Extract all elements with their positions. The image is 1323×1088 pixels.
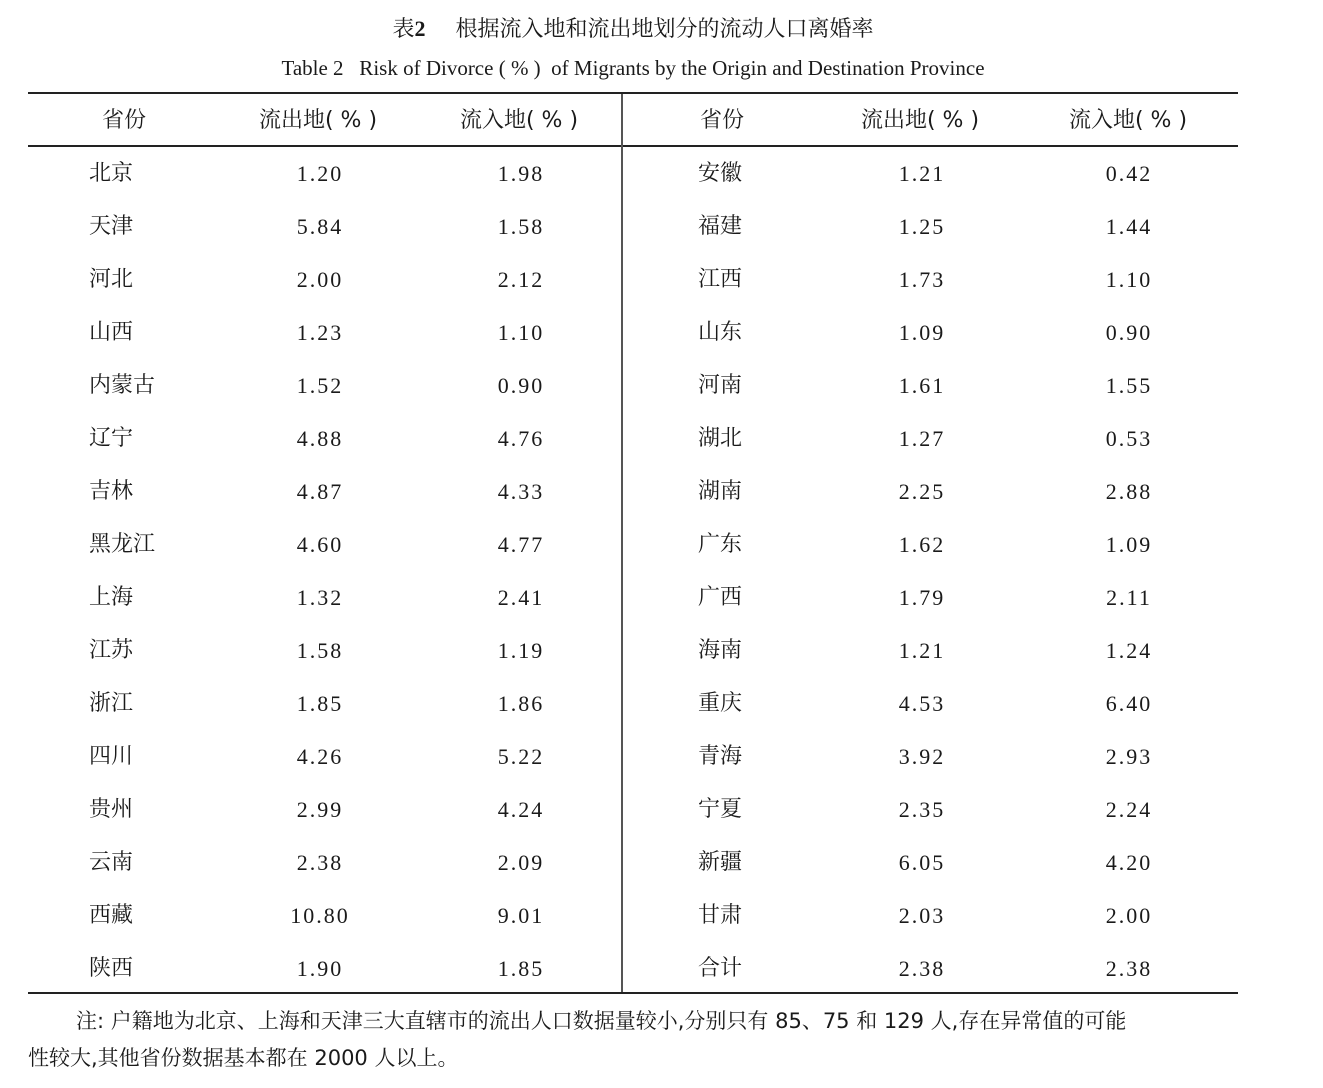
origin-cell: 1.25: [898, 214, 946, 239]
header-destination-left: 流入地( % ): [459, 108, 579, 133]
origin-cell: 1.73: [898, 267, 946, 292]
table-row: [0, 200, 1323, 253]
table-row: [0, 359, 1323, 412]
origin-cell: 2.00: [296, 267, 344, 292]
origin-cell: 1.62: [898, 532, 946, 557]
table-row: [0, 306, 1323, 359]
province-cell: 江西: [698, 267, 743, 292]
table-title-en: Table 2 Risk of Divorce ( % ) of Migrants by the Origin and Destination Province: [281, 56, 985, 80]
header-origin-right: 流出地( % ): [860, 108, 980, 133]
province-cell: 宁夏: [698, 797, 743, 822]
table-row: [0, 677, 1323, 730]
province-cell: 新疆: [698, 850, 743, 875]
origin-cell: 4.26: [296, 744, 344, 769]
province-cell: 陕西: [89, 956, 134, 981]
province-cell: 青海: [698, 744, 743, 769]
province-cell: 湖北: [698, 426, 743, 451]
province-cell: 辽宁: [89, 426, 134, 451]
note-line-2: 性较大,其他省份数据基本都在 2000 人以上。: [28, 1046, 459, 1070]
province-cell: 天津: [89, 214, 134, 239]
province-cell: 浙江: [89, 691, 134, 716]
origin-cell: 1.90: [296, 956, 344, 981]
destination-cell: 1.55: [1105, 373, 1153, 398]
province-cell: 江苏: [89, 638, 134, 663]
origin-cell: 2.38: [898, 956, 946, 981]
destination-cell: 1.58: [497, 214, 545, 239]
destination-cell: 2.24: [1105, 797, 1153, 822]
province-cell: 河南: [698, 373, 743, 398]
destination-cell: 1.09: [1105, 532, 1153, 557]
table-row: [0, 783, 1323, 836]
table-row: [0, 518, 1323, 571]
table-row: [0, 624, 1323, 677]
destination-cell: 4.76: [497, 426, 545, 451]
table-row: [0, 412, 1323, 465]
destination-cell: 5.22: [497, 744, 545, 769]
title-text: 根据流入地和流出地划分的流动人口离婚率: [455, 17, 874, 42]
origin-cell: 2.38: [296, 850, 344, 875]
province-cell: 内蒙古: [89, 373, 156, 398]
province-cell: 西藏: [89, 903, 134, 928]
origin-cell: 2.25: [898, 479, 946, 504]
origin-cell: 4.88: [296, 426, 344, 451]
destination-cell: 4.20: [1105, 850, 1153, 875]
province-cell: 吉林: [89, 479, 134, 504]
destination-cell: 1.85: [497, 956, 545, 981]
province-cell: 河北: [89, 267, 134, 292]
header-destination-right: 流入地( % ): [1068, 108, 1188, 133]
origin-cell: 1.32: [296, 585, 344, 610]
destination-cell: 4.33: [497, 479, 545, 504]
origin-cell: 2.35: [898, 797, 946, 822]
table-row: [0, 942, 1323, 995]
destination-cell: 1.24: [1105, 638, 1153, 663]
origin-cell: 1.52: [296, 373, 344, 398]
destination-cell: 0.90: [1105, 320, 1153, 345]
title-number: 2: [414, 16, 428, 41]
table-row: [0, 147, 1323, 200]
table-title-zh: [0, 14, 1266, 45]
table-row: [0, 465, 1323, 518]
table-row: [0, 571, 1323, 624]
origin-cell: 1.79: [898, 585, 946, 610]
province-cell: 福建: [698, 214, 743, 239]
origin-cell: 6.05: [898, 850, 946, 875]
province-cell: 上海: [89, 585, 134, 610]
origin-cell: 1.20: [296, 161, 344, 186]
destination-cell: 1.10: [1105, 267, 1153, 292]
table-row: [0, 730, 1323, 783]
destination-cell: 2.00: [1105, 903, 1153, 928]
origin-cell: 1.21: [898, 638, 946, 663]
origin-cell: 10.80: [290, 903, 350, 928]
title-prefix: 表: [392, 17, 415, 42]
destination-cell: 2.88: [1105, 479, 1153, 504]
province-cell: 云南: [89, 850, 134, 875]
table-row: [0, 836, 1323, 889]
header-province-left: 省份: [101, 108, 146, 133]
province-cell: 四川: [89, 744, 134, 769]
destination-cell: 1.44: [1105, 214, 1153, 239]
origin-cell: 3.92: [898, 744, 946, 769]
province-cell: 湖南: [698, 479, 743, 504]
province-cell: 甘肃: [698, 903, 743, 928]
province-cell: 广西: [698, 585, 743, 610]
top-rule: [28, 92, 1238, 94]
destination-cell: 2.09: [497, 850, 545, 875]
origin-cell: 1.61: [898, 373, 946, 398]
destination-cell: 0.90: [497, 373, 545, 398]
destination-cell: 2.41: [497, 585, 545, 610]
province-cell: 合计: [698, 956, 743, 981]
destination-cell: 1.86: [497, 691, 545, 716]
origin-cell: 1.27: [898, 426, 946, 451]
destination-cell: 4.24: [497, 797, 545, 822]
table-row: [0, 889, 1323, 942]
header-origin-left: 流出地( % ): [258, 108, 378, 133]
origin-cell: 1.23: [296, 320, 344, 345]
province-cell: 山西: [89, 320, 134, 345]
origin-cell: 1.85: [296, 691, 344, 716]
destination-cell: 0.53: [1105, 426, 1153, 451]
origin-cell: 1.09: [898, 320, 946, 345]
table-row: [0, 253, 1323, 306]
destination-cell: 2.93: [1105, 744, 1153, 769]
destination-cell: 1.19: [497, 638, 545, 663]
origin-cell: 4.53: [898, 691, 946, 716]
origin-cell: 2.03: [898, 903, 946, 928]
province-cell: 山东: [698, 320, 743, 345]
destination-cell: 4.77: [497, 532, 545, 557]
origin-cell: 1.58: [296, 638, 344, 663]
origin-cell: 4.87: [296, 479, 344, 504]
province-cell: 黑龙江: [89, 532, 156, 557]
destination-cell: 6.40: [1105, 691, 1153, 716]
province-cell: 重庆: [698, 691, 743, 716]
province-cell: 安徽: [698, 161, 743, 186]
destination-cell: 2.38: [1105, 956, 1153, 981]
origin-cell: 2.99: [296, 797, 344, 822]
table-note: [28, 1003, 1240, 1077]
origin-cell: 5.84: [296, 214, 344, 239]
destination-cell: 2.12: [497, 267, 545, 292]
destination-cell: 9.01: [497, 903, 545, 928]
origin-cell: 4.60: [296, 532, 344, 557]
province-cell: 海南: [698, 638, 743, 663]
province-cell: 贵州: [89, 797, 134, 822]
destination-cell: 0.42: [1105, 161, 1153, 186]
destination-cell: 1.10: [497, 320, 545, 345]
note-line-1: 注: 户籍地为北京、上海和天津三大直辖市的流出人口数据量较小,分别只有 85、75 和 129 人,存在异常值的可能: [76, 1009, 1127, 1033]
destination-cell: 1.98: [497, 161, 545, 186]
destination-cell: 2.11: [1106, 585, 1152, 610]
province-cell: 广东: [698, 532, 743, 557]
header-province-right: 省份: [699, 108, 744, 133]
province-cell: 北京: [89, 161, 134, 186]
origin-cell: 1.21: [898, 161, 946, 186]
